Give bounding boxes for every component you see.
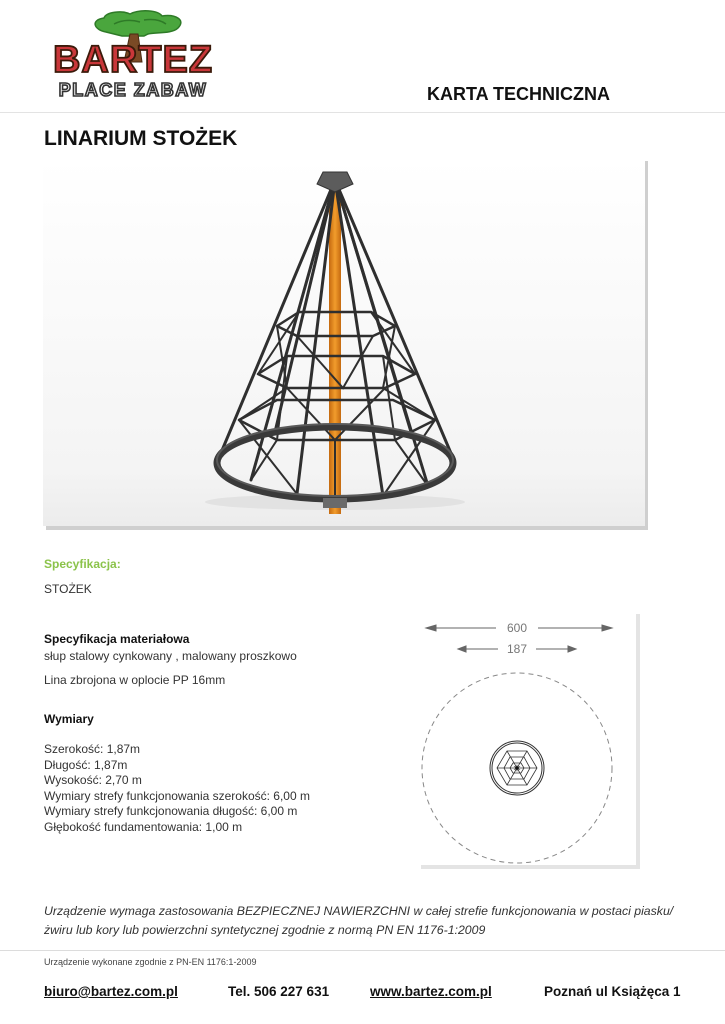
material-rope: Lina zbrojona w oplocie PP 16mm: [44, 673, 226, 687]
material-pole: słup stalowy cynkowany , malowany proszkowo: [44, 649, 297, 663]
plan-inner-dimension: 187: [506, 642, 528, 656]
dimensions-heading: Wymiary: [44, 712, 94, 726]
dimension-item: Głębokość fundamentowania: 1,00 m: [44, 819, 243, 834]
contact-phone: Tel. 506 227 631: [228, 984, 330, 999]
specification-heading: Specyfikacja:: [44, 557, 121, 571]
contact-address: Poznań ul Książęca 1: [544, 984, 681, 999]
dimension-item: Wysokość: 2,70 m: [44, 773, 142, 788]
product-image: [43, 158, 648, 530]
footer-divider: [0, 950, 725, 951]
star-icon: ✶: [512, 762, 522, 775]
dimension-item: Wymiary strefy funkcjonowania długość: 6,00 m: [44, 804, 298, 819]
product-title: LINARIUM STOŻEK: [44, 127, 238, 150]
document-type: KARTA TECHNICZNA: [427, 84, 610, 104]
contact-email-link[interactable]: biuro@bartez.com.pl: [44, 984, 178, 999]
contact-website-link[interactable]: www.bartez.com.pl: [370, 984, 492, 999]
header-divider: [0, 112, 725, 113]
bartez-logo: [44, 10, 222, 102]
specification-model: STOŻEK: [44, 582, 92, 596]
dimension-item: Wymiary strefy funkcjonowania szerokość: 6,00 m: [44, 788, 310, 803]
material-heading: Specyfikacja materiałowa: [44, 632, 190, 646]
brand-tagline: PLACE ZABAW: [58, 80, 208, 100]
dimension-item: Szerokość: 1,87m: [44, 742, 141, 756]
dimension-item: Długość: 1,87m: [44, 757, 128, 772]
brand-name: BARTEZ: [52, 39, 214, 81]
dimensions-list: [44, 742, 310, 836]
safety-note: Urządzenie wymaga zastosowania BEZPIECZNEJ NAWIERZCHNI w całej strefie funkcjonowania w postaci piasku/żwiru lub kory lub powierzchni syntetycznej zgodnie z normą PN EN 1176-1:2009: [44, 904, 674, 937]
norm-compliance-note: Urządzenie wykonane zgodnie z PN-EN 1176:1-2009: [44, 957, 257, 967]
plan-outer-dimension: 600: [506, 621, 528, 635]
plan-drawing: [418, 611, 640, 869]
